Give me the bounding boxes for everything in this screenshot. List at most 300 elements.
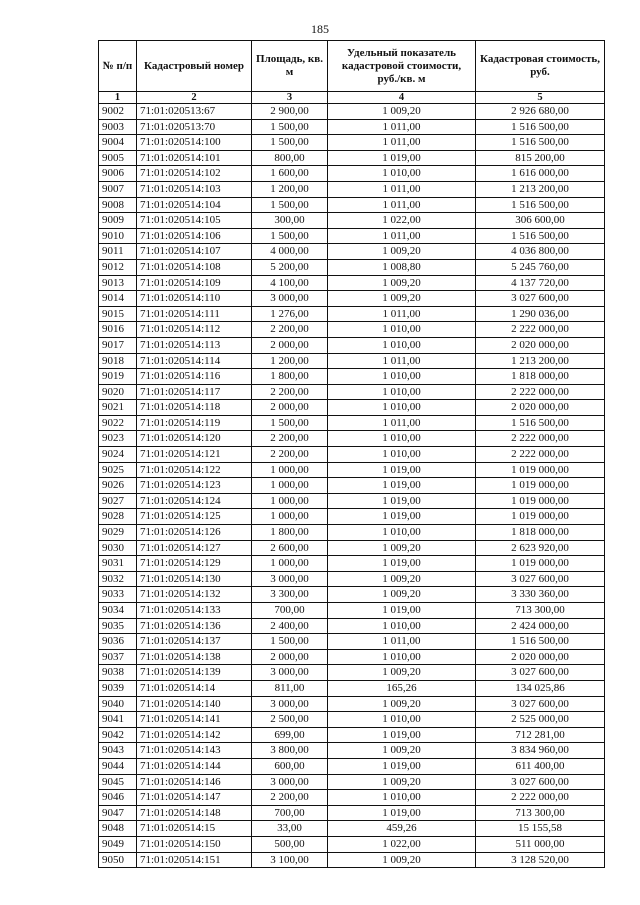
specific-value: 1 022,00 <box>328 836 476 852</box>
cadastral-number: 71:01:020513:70 <box>137 119 252 135</box>
cadastral-number: 71:01:020514:118 <box>137 400 252 416</box>
table-row <box>99 431 605 447</box>
specific-value: 1 011,00 <box>328 634 476 650</box>
area-value: 800,00 <box>252 150 328 166</box>
row-number: 9003 <box>99 119 137 135</box>
table-row <box>99 415 605 431</box>
cadastral-number: 71:01:020514:104 <box>137 197 252 213</box>
area-value: 2 200,00 <box>252 384 328 400</box>
area-value: 1 800,00 <box>252 525 328 541</box>
cadastral-value: 1 019 000,00 <box>476 509 605 525</box>
row-number: 9040 <box>99 696 137 712</box>
cadastral-value: 2 020 000,00 <box>476 400 605 416</box>
cadastral-value: 2 222 000,00 <box>476 384 605 400</box>
specific-value: 1 022,00 <box>328 213 476 229</box>
table-row <box>99 556 605 572</box>
area-value: 2 200,00 <box>252 790 328 806</box>
cadastral-value: 306 600,00 <box>476 213 605 229</box>
area-value: 2 600,00 <box>252 540 328 556</box>
cadastral-value: 3 330 360,00 <box>476 587 605 603</box>
table-row <box>99 119 605 135</box>
table-row <box>99 680 605 696</box>
column-number: 1 <box>99 92 137 104</box>
area-value: 1 500,00 <box>252 415 328 431</box>
row-number: 9017 <box>99 337 137 353</box>
area-value: 1 200,00 <box>252 181 328 197</box>
cadastral-number: 71:01:020514:148 <box>137 805 252 821</box>
cadastral-number: 71:01:020514:109 <box>137 275 252 291</box>
row-number: 9045 <box>99 774 137 790</box>
table-row <box>99 696 605 712</box>
table-row <box>99 571 605 587</box>
table-row <box>99 493 605 509</box>
table-row <box>99 603 605 619</box>
table-row <box>99 821 605 837</box>
specific-value: 1 011,00 <box>328 197 476 213</box>
cadastral-value: 3 027 600,00 <box>476 665 605 681</box>
table-row <box>99 540 605 556</box>
specific-value: 1 009,20 <box>328 852 476 868</box>
specific-value: 1 010,00 <box>328 322 476 338</box>
cadastral-number: 71:01:020514:106 <box>137 228 252 244</box>
row-number: 9010 <box>99 228 137 244</box>
row-number: 9046 <box>99 790 137 806</box>
area-value: 1 500,00 <box>252 197 328 213</box>
table-row <box>99 727 605 743</box>
row-number: 9037 <box>99 649 137 665</box>
column-number: 3 <box>252 92 328 104</box>
cadastral-value: 3 027 600,00 <box>476 696 605 712</box>
row-number: 9039 <box>99 680 137 696</box>
cadastral-value: 713 300,00 <box>476 805 605 821</box>
specific-value: 1 010,00 <box>328 618 476 634</box>
table-row <box>99 634 605 650</box>
area-value: 600,00 <box>252 758 328 774</box>
specific-value: 1 010,00 <box>328 384 476 400</box>
row-number: 9018 <box>99 353 137 369</box>
table-row <box>99 478 605 494</box>
cadastral-value: 713 300,00 <box>476 603 605 619</box>
row-number: 9021 <box>99 400 137 416</box>
cadastral-value: 2 020 000,00 <box>476 337 605 353</box>
cadastral-value: 5 245 760,00 <box>476 259 605 275</box>
area-value: 3 100,00 <box>252 852 328 868</box>
table-body <box>99 104 605 868</box>
cadastral-number: 71:01:020514:129 <box>137 556 252 572</box>
cadastral-number: 71:01:020514:130 <box>137 571 252 587</box>
row-number: 9014 <box>99 291 137 307</box>
cadastral-number: 71:01:020514:116 <box>137 369 252 385</box>
table-row <box>99 743 605 759</box>
row-number: 9015 <box>99 306 137 322</box>
area-value: 5 200,00 <box>252 259 328 275</box>
area-value: 1 000,00 <box>252 556 328 572</box>
area-value: 2 500,00 <box>252 712 328 728</box>
area-value: 1 500,00 <box>252 228 328 244</box>
area-value: 1 500,00 <box>252 135 328 151</box>
cadastral-value: 1 213 200,00 <box>476 353 605 369</box>
table-row <box>99 259 605 275</box>
cadastral-value: 2 020 000,00 <box>476 649 605 665</box>
cadastral-number: 71:01:020514:150 <box>137 836 252 852</box>
row-number: 9024 <box>99 447 137 463</box>
specific-value: 1 009,20 <box>328 244 476 260</box>
specific-value: 1 009,20 <box>328 743 476 759</box>
row-number: 9050 <box>99 852 137 868</box>
cadastral-number: 71:01:020514:123 <box>137 478 252 494</box>
table-row <box>99 712 605 728</box>
table-row <box>99 774 605 790</box>
specific-value: 1 009,20 <box>328 540 476 556</box>
row-number: 9027 <box>99 493 137 509</box>
table-row <box>99 447 605 463</box>
specific-value: 1 010,00 <box>328 337 476 353</box>
row-number: 9009 <box>99 213 137 229</box>
area-value: 811,00 <box>252 680 328 696</box>
table-row <box>99 790 605 806</box>
specific-value: 1 009,20 <box>328 291 476 307</box>
cadastral-number: 71:01:020514:113 <box>137 337 252 353</box>
table-row <box>99 587 605 603</box>
cadastral-number: 71:01:020514:125 <box>137 509 252 525</box>
specific-value: 1 019,00 <box>328 603 476 619</box>
table-row <box>99 852 605 868</box>
cadastral-number: 71:01:020514:110 <box>137 291 252 307</box>
table-row <box>99 369 605 385</box>
cadastral-value: 2 424 000,00 <box>476 618 605 634</box>
area-value: 1 500,00 <box>252 634 328 650</box>
table-row <box>99 353 605 369</box>
area-value: 3 800,00 <box>252 743 328 759</box>
cadastral-value: 1 019 000,00 <box>476 462 605 478</box>
area-value: 2 000,00 <box>252 649 328 665</box>
specific-value: 1 009,20 <box>328 104 476 120</box>
cadastral-number: 71:01:020514:103 <box>137 181 252 197</box>
area-value: 4 000,00 <box>252 244 328 260</box>
area-value: 2 400,00 <box>252 618 328 634</box>
cadastral-number: 71:01:020514:141 <box>137 712 252 728</box>
row-number: 9028 <box>99 509 137 525</box>
specific-value: 1 009,20 <box>328 571 476 587</box>
table-row <box>99 244 605 260</box>
specific-value: 1 010,00 <box>328 712 476 728</box>
row-number: 9013 <box>99 275 137 291</box>
table-row <box>99 665 605 681</box>
cadastral-value: 3 834 960,00 <box>476 743 605 759</box>
specific-value: 1 011,00 <box>328 119 476 135</box>
cadastral-number: 71:01:020514:107 <box>137 244 252 260</box>
area-value: 1 600,00 <box>252 166 328 182</box>
table-row <box>99 758 605 774</box>
area-value: 3 000,00 <box>252 571 328 587</box>
area-value: 700,00 <box>252 805 328 821</box>
cadastral-value: 2 525 000,00 <box>476 712 605 728</box>
cadastral-value: 1 818 000,00 <box>476 369 605 385</box>
area-value: 3 000,00 <box>252 774 328 790</box>
area-value: 1 000,00 <box>252 493 328 509</box>
table-row <box>99 181 605 197</box>
cadastral-number: 71:01:020514:139 <box>137 665 252 681</box>
cadastral-value: 3 027 600,00 <box>476 571 605 587</box>
area-value: 3 000,00 <box>252 665 328 681</box>
table-row <box>99 104 605 120</box>
area-value: 33,00 <box>252 821 328 837</box>
row-number: 9035 <box>99 618 137 634</box>
area-value: 2 200,00 <box>252 447 328 463</box>
area-value: 1 500,00 <box>252 119 328 135</box>
table-row <box>99 275 605 291</box>
cadastral-value: 2 222 000,00 <box>476 322 605 338</box>
cadastral-number: 71:01:020514:102 <box>137 166 252 182</box>
column-number: 4 <box>328 92 476 104</box>
column-number: 2 <box>137 92 252 104</box>
cadastral-value: 1 290 036,00 <box>476 306 605 322</box>
cadastral-number: 71:01:020514:108 <box>137 259 252 275</box>
table-row <box>99 150 605 166</box>
area-value: 4 100,00 <box>252 275 328 291</box>
specific-value: 1 010,00 <box>328 649 476 665</box>
cadastral-number: 71:01:020514:136 <box>137 618 252 634</box>
specific-value: 1 009,20 <box>328 587 476 603</box>
cadastral-value-table <box>98 40 605 868</box>
row-number: 9049 <box>99 836 137 852</box>
header-cadastral-number: Кадастровый номер <box>137 41 252 92</box>
specific-value: 1 011,00 <box>328 181 476 197</box>
cadastral-value: 2 926 680,00 <box>476 104 605 120</box>
area-value: 1 000,00 <box>252 478 328 494</box>
row-number: 9048 <box>99 821 137 837</box>
cadastral-value: 511 000,00 <box>476 836 605 852</box>
table-row <box>99 337 605 353</box>
cadastral-value: 1 516 500,00 <box>476 119 605 135</box>
table-row <box>99 135 605 151</box>
row-number: 9002 <box>99 104 137 120</box>
cadastral-value: 2 222 000,00 <box>476 431 605 447</box>
area-value: 1 276,00 <box>252 306 328 322</box>
specific-value: 1 019,00 <box>328 509 476 525</box>
cadastral-number: 71:01:020514:144 <box>137 758 252 774</box>
row-number: 9011 <box>99 244 137 260</box>
header-cadastral-value: Кадастровая стоимость, руб. <box>476 41 605 92</box>
specific-value: 1 019,00 <box>328 805 476 821</box>
cadastral-number: 71:01:020514:138 <box>137 649 252 665</box>
cadastral-value: 15 155,58 <box>476 821 605 837</box>
specific-value: 1 011,00 <box>328 228 476 244</box>
area-value: 2 900,00 <box>252 104 328 120</box>
header-num: № п/п <box>99 41 137 92</box>
cadastral-number: 71:01:020514:122 <box>137 462 252 478</box>
cadastral-value: 2 623 920,00 <box>476 540 605 556</box>
specific-value: 1 011,00 <box>328 306 476 322</box>
area-value: 2 200,00 <box>252 431 328 447</box>
cadastral-number: 71:01:020514:124 <box>137 493 252 509</box>
cadastral-number: 71:01:020514:143 <box>137 743 252 759</box>
cadastral-value: 1 019 000,00 <box>476 556 605 572</box>
table-row <box>99 291 605 307</box>
row-number: 9043 <box>99 743 137 759</box>
cadastral-number: 71:01:020514:142 <box>137 727 252 743</box>
table-row <box>99 228 605 244</box>
header-specific-value: Удельный показатель кадастровой стоимости, руб./кв. м <box>328 41 476 92</box>
row-number: 9029 <box>99 525 137 541</box>
specific-value: 1 019,00 <box>328 727 476 743</box>
cadastral-value: 1 213 200,00 <box>476 181 605 197</box>
row-number: 9031 <box>99 556 137 572</box>
specific-value: 1 010,00 <box>328 447 476 463</box>
row-number: 9023 <box>99 431 137 447</box>
row-number: 9038 <box>99 665 137 681</box>
area-value: 1 800,00 <box>252 369 328 385</box>
area-value: 2 000,00 <box>252 400 328 416</box>
area-value: 2 000,00 <box>252 337 328 353</box>
row-number: 9007 <box>99 181 137 197</box>
table-row <box>99 509 605 525</box>
row-number: 9005 <box>99 150 137 166</box>
cadastral-number: 71:01:020514:146 <box>137 774 252 790</box>
row-number: 9032 <box>99 571 137 587</box>
cadastral-number: 71:01:020514:151 <box>137 852 252 868</box>
specific-value: 1 009,20 <box>328 774 476 790</box>
cadastral-value: 1 516 500,00 <box>476 228 605 244</box>
table-row <box>99 213 605 229</box>
page-number: 185 <box>311 22 329 36</box>
cadastral-number: 71:01:020514:112 <box>137 322 252 338</box>
cadastral-value: 2 222 000,00 <box>476 447 605 463</box>
cadastral-value: 134 025,86 <box>476 680 605 696</box>
row-number: 9016 <box>99 322 137 338</box>
area-value: 700,00 <box>252 603 328 619</box>
specific-value: 1 008,80 <box>328 259 476 275</box>
row-number: 9047 <box>99 805 137 821</box>
specific-value: 1 009,20 <box>328 696 476 712</box>
cadastral-number: 71:01:020514:132 <box>137 587 252 603</box>
cadastral-number: 71:01:020514:101 <box>137 150 252 166</box>
specific-value: 1 011,00 <box>328 353 476 369</box>
specific-value: 1 011,00 <box>328 135 476 151</box>
table-header-row <box>99 41 605 92</box>
header-area: Площадь, кв. м <box>252 41 328 92</box>
row-number: 9025 <box>99 462 137 478</box>
cadastral-value: 4 137 720,00 <box>476 275 605 291</box>
specific-value: 1 009,20 <box>328 665 476 681</box>
cadastral-value: 1 516 500,00 <box>476 634 605 650</box>
cadastral-number: 71:01:020514:119 <box>137 415 252 431</box>
area-value: 1 000,00 <box>252 462 328 478</box>
row-number: 9008 <box>99 197 137 213</box>
cadastral-number: 71:01:020514:120 <box>137 431 252 447</box>
specific-value: 1 019,00 <box>328 150 476 166</box>
cadastral-number: 71:01:020514:105 <box>137 213 252 229</box>
column-number-row <box>99 92 605 104</box>
row-number: 9026 <box>99 478 137 494</box>
row-number: 9044 <box>99 758 137 774</box>
area-value: 1 000,00 <box>252 509 328 525</box>
table-row <box>99 322 605 338</box>
cadastral-value: 3 027 600,00 <box>476 291 605 307</box>
table-row <box>99 618 605 634</box>
cadastral-number: 71:01:020513:67 <box>137 104 252 120</box>
table-row <box>99 525 605 541</box>
specific-value: 1 019,00 <box>328 758 476 774</box>
specific-value: 165,26 <box>328 680 476 696</box>
cadastral-number: 71:01:020514:14 <box>137 680 252 696</box>
cadastral-number: 71:01:020514:111 <box>137 306 252 322</box>
cadastral-number: 71:01:020514:117 <box>137 384 252 400</box>
cadastral-value: 1 516 500,00 <box>476 135 605 151</box>
specific-value: 1 019,00 <box>328 493 476 509</box>
specific-value: 459,26 <box>328 821 476 837</box>
cadastral-value: 712 281,00 <box>476 727 605 743</box>
row-number: 9034 <box>99 603 137 619</box>
table-row <box>99 306 605 322</box>
area-value: 300,00 <box>252 213 328 229</box>
row-number: 9042 <box>99 727 137 743</box>
cadastral-value: 1 019 000,00 <box>476 493 605 509</box>
row-number: 9004 <box>99 135 137 151</box>
specific-value: 1 009,20 <box>328 275 476 291</box>
specific-value: 1 010,00 <box>328 790 476 806</box>
table-row <box>99 805 605 821</box>
cadastral-value: 1 818 000,00 <box>476 525 605 541</box>
cadastral-number: 71:01:020514:15 <box>137 821 252 837</box>
cadastral-number: 71:01:020514:137 <box>137 634 252 650</box>
row-number: 9036 <box>99 634 137 650</box>
area-value: 699,00 <box>252 727 328 743</box>
cadastral-value: 3 128 520,00 <box>476 852 605 868</box>
specific-value: 1 011,00 <box>328 415 476 431</box>
specific-value: 1 010,00 <box>328 369 476 385</box>
cadastral-number: 71:01:020514:121 <box>137 447 252 463</box>
cadastral-value: 3 027 600,00 <box>476 774 605 790</box>
cadastral-number: 71:01:020514:126 <box>137 525 252 541</box>
table-row <box>99 836 605 852</box>
cadastral-value: 1 019 000,00 <box>476 478 605 494</box>
row-number: 9022 <box>99 415 137 431</box>
row-number: 9006 <box>99 166 137 182</box>
specific-value: 1 019,00 <box>328 462 476 478</box>
area-value: 500,00 <box>252 836 328 852</box>
specific-value: 1 010,00 <box>328 400 476 416</box>
table-row <box>99 649 605 665</box>
area-value: 1 200,00 <box>252 353 328 369</box>
specific-value: 1 019,00 <box>328 478 476 494</box>
row-number: 9030 <box>99 540 137 556</box>
row-number: 9033 <box>99 587 137 603</box>
cadastral-value: 1 616 000,00 <box>476 166 605 182</box>
row-number: 9041 <box>99 712 137 728</box>
table-row <box>99 166 605 182</box>
specific-value: 1 010,00 <box>328 525 476 541</box>
table-row <box>99 384 605 400</box>
cadastral-value: 815 200,00 <box>476 150 605 166</box>
row-number: 9012 <box>99 259 137 275</box>
cadastral-value: 4 036 800,00 <box>476 244 605 260</box>
cadastral-value: 1 516 500,00 <box>476 197 605 213</box>
area-value: 3 000,00 <box>252 696 328 712</box>
cadastral-value: 2 222 000,00 <box>476 790 605 806</box>
table-row <box>99 400 605 416</box>
area-value: 3 300,00 <box>252 587 328 603</box>
cadastral-value: 1 516 500,00 <box>476 415 605 431</box>
row-number: 9020 <box>99 384 137 400</box>
cadastral-number: 71:01:020514:133 <box>137 603 252 619</box>
row-number: 9019 <box>99 369 137 385</box>
cadastral-number: 71:01:020514:114 <box>137 353 252 369</box>
cadastral-number: 71:01:020514:100 <box>137 135 252 151</box>
column-number: 5 <box>476 92 605 104</box>
area-value: 3 000,00 <box>252 291 328 307</box>
cadastral-number: 71:01:020514:140 <box>137 696 252 712</box>
